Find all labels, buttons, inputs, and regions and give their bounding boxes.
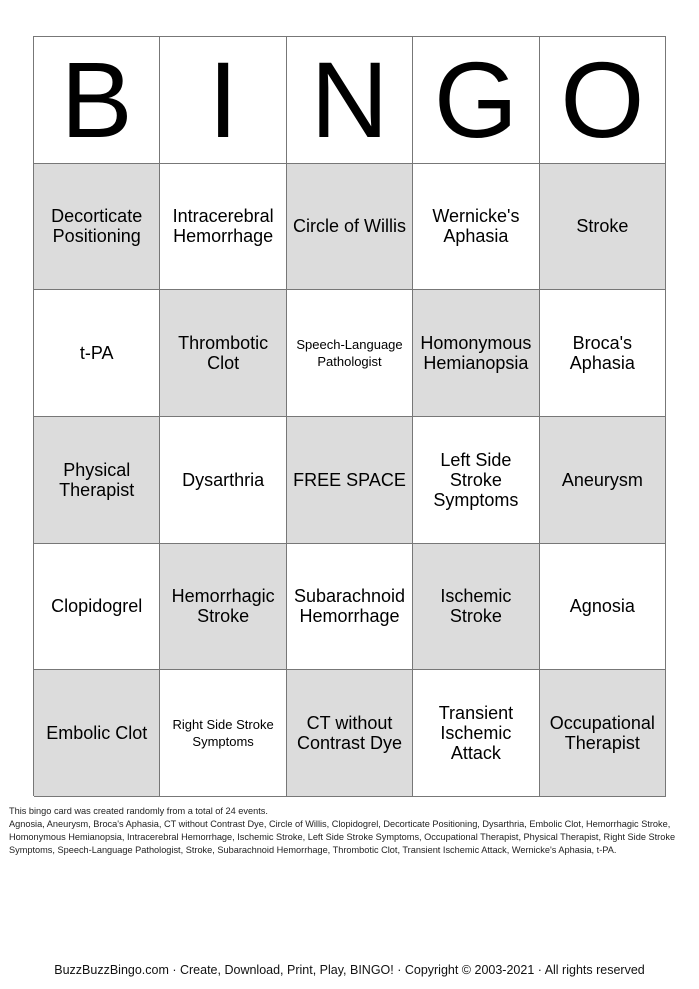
bingo-cell-label: Speech-Language Pathologist — [296, 337, 403, 370]
bingo-row — [34, 544, 666, 671]
bingo-cell-label: Stroke — [576, 216, 629, 237]
bingo-cell-label: Physical Therapist — [59, 459, 135, 500]
bingo-cell-label: CT without Contrast Dye — [296, 713, 403, 754]
info-summary: This bingo card was created randomly from a total of 24 events. — [9, 806, 268, 816]
bingo-cell-label: t-PA — [79, 343, 114, 364]
header-letter-n: N — [287, 37, 413, 164]
header-letter-b: B — [34, 37, 160, 164]
bingo-cell-label: Embolic Clot — [46, 723, 148, 744]
bingo-cell[interactable] — [413, 164, 539, 291]
bingo-cell-label: Transient Ischemic Attack — [438, 703, 514, 764]
footer-copyright: BuzzBuzzBingo.com · Create, Download, Print, Play, BINGO! · Copyright © 2003-2021 · All rights reserved — [54, 963, 645, 977]
bingo-header-row — [34, 37, 666, 164]
bingo-cell[interactable] — [34, 164, 160, 291]
bingo-cell-label: Wernicke's Aphasia — [432, 206, 520, 247]
bingo-cell-label: Thrombotic Clot — [178, 333, 269, 374]
card-info — [9, 805, 691, 857]
bingo-cell[interactable] — [160, 417, 286, 544]
bingo-cell-label: Dysarthria — [182, 469, 265, 490]
bingo-card — [33, 36, 666, 796]
bingo-cell-label: Intracerebral Hemorrhage — [172, 206, 274, 247]
bingo-row — [34, 670, 666, 797]
bingo-cell[interactable] — [540, 670, 666, 797]
bingo-cell[interactable] — [287, 164, 413, 291]
header-letter-g: G — [413, 37, 539, 164]
bingo-cell-label: Clopidogrel — [51, 596, 143, 617]
bingo-cell-label: Homonymous Hemianopsia — [420, 333, 532, 374]
bingo-cell[interactable] — [34, 544, 160, 671]
bingo-cell[interactable] — [287, 544, 413, 671]
bingo-cell-label: Decorticate Positioning — [51, 206, 143, 247]
bingo-cell[interactable] — [540, 417, 666, 544]
bingo-cell-label: Ischemic Stroke — [440, 586, 512, 627]
bingo-cell[interactable] — [160, 670, 286, 797]
bingo-cell[interactable] — [287, 290, 413, 417]
bingo-cell-label: Agnosia — [569, 596, 635, 617]
bingo-row — [34, 164, 666, 291]
bingo-cell[interactable] — [413, 670, 539, 797]
free-space-cell[interactable] — [287, 417, 413, 544]
bingo-cell[interactable] — [413, 544, 539, 671]
bingo-cell-label: Broca's Aphasia — [569, 333, 635, 374]
bingo-cell-label: Occupational Therapist — [549, 713, 655, 754]
header-letter-o: O — [540, 37, 666, 164]
bingo-cell-label: FREE SPACE — [293, 469, 406, 490]
header-letter-i: I — [160, 37, 286, 164]
bingo-cell[interactable] — [413, 417, 539, 544]
bingo-cell[interactable] — [34, 670, 160, 797]
bingo-cell[interactable] — [413, 290, 539, 417]
info-event-list: Agnosia, Aneurysm, Broca's Aphasia, CT without Contrast Dye, Circle of Willis, Clopidogrel, Decorticate Positioning, Dysarthria, Embolic Clot, Hemorrhagic Stroke, Homonymous Hemianopsia, Intracerebral Hemorrhage, Ischemic Stroke, Left Side Stroke Symptoms, Occupational Therapist, Physical Therapist, Right Side Stroke Symptoms, Speech-Language Pathologist, Stroke, Subarachnoid Hemorrhage, Thrombotic Clot, Transient Ischemic Attack, Wernicke's Aphasia, t-PA. — [9, 819, 676, 855]
bingo-cell[interactable] — [34, 417, 160, 544]
bingo-cell[interactable] — [160, 164, 286, 291]
bingo-cell[interactable] — [540, 544, 666, 671]
bingo-cell[interactable] — [540, 164, 666, 291]
bingo-cell[interactable] — [540, 290, 666, 417]
bingo-cell[interactable] — [160, 544, 286, 671]
bingo-cell[interactable] — [287, 670, 413, 797]
bingo-grid — [34, 164, 666, 797]
bingo-cell-label: Left Side Stroke Symptoms — [433, 449, 519, 510]
bingo-cell-label: Circle of Willis — [293, 216, 407, 237]
bingo-cell-label: Subarachnoid Hemorrhage — [293, 586, 406, 627]
bingo-cell[interactable] — [34, 290, 160, 417]
bingo-row — [34, 417, 666, 544]
bingo-cell-label: Hemorrhagic Stroke — [171, 586, 275, 627]
bingo-row — [34, 290, 666, 417]
bingo-cell-label: Aneurysm — [561, 469, 643, 490]
bingo-cell[interactable] — [160, 290, 286, 417]
bingo-cell-label: Right Side Stroke Symptoms — [172, 717, 274, 750]
